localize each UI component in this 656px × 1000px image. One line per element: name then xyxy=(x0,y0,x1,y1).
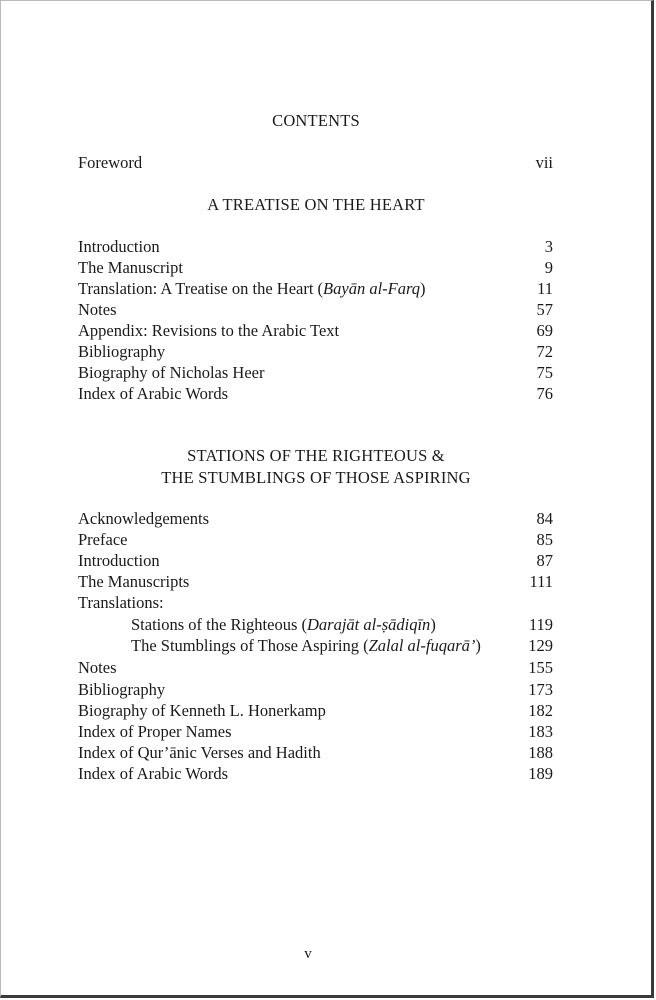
toc-entry-page: 9 xyxy=(544,258,553,277)
toc-entry xyxy=(78,700,553,721)
toc-entry xyxy=(78,763,553,784)
toc-entry-label-suffix: ) xyxy=(430,615,436,634)
toc-entry-page: 84 xyxy=(536,509,553,528)
toc-entry-indented xyxy=(78,635,553,656)
toc-entry xyxy=(78,383,553,404)
page-folio: v xyxy=(304,946,312,962)
toc-entry-page: 119 xyxy=(528,615,553,634)
toc-entry-label-italic: Zalal al-fuqarā’ xyxy=(368,636,476,655)
toc-entry-page: 69 xyxy=(536,321,553,340)
toc-entry-page: 129 xyxy=(528,636,553,655)
toc-entry-label xyxy=(131,635,481,656)
toc-entry xyxy=(78,362,553,383)
toc-entry-label: Acknowledgements xyxy=(78,509,210,528)
toc-entry-indented xyxy=(78,614,553,635)
toc-entry-label: Index of Arabic Words xyxy=(78,384,229,403)
toc-entry xyxy=(78,571,553,592)
toc-entry-label: Bibliography xyxy=(78,342,166,361)
toc-entry-label: The Manuscripts xyxy=(78,572,190,591)
toc-entry-label: Biography of Nicholas Heer xyxy=(78,363,265,382)
toc-entry-page: 57 xyxy=(536,300,553,319)
toc-entry-page: 111 xyxy=(529,572,553,591)
toc-entry-label-text: Translation: A Treatise on the Heart ( xyxy=(78,279,324,298)
toc-entry-page: 87 xyxy=(536,551,553,570)
toc-entry-page: 173 xyxy=(528,680,553,699)
toc-entry xyxy=(78,679,553,700)
toc-entry xyxy=(78,341,553,362)
toc-entry xyxy=(78,320,553,341)
toc-entry-label: The Manuscript xyxy=(78,258,183,277)
toc-entry-page: 76 xyxy=(536,384,553,403)
toc-entry xyxy=(78,550,553,571)
toc-entry-label: Biography of Kenneth L. Honerkamp xyxy=(78,701,326,720)
toc-entry-page: 75 xyxy=(536,363,553,382)
toc-entry-page: 72 xyxy=(536,342,553,361)
toc-entry-label: Notes xyxy=(78,300,117,319)
toc-entry-page: 85 xyxy=(536,530,553,549)
toc-entry xyxy=(78,299,553,320)
toc-entry-label-italic: Bayān al-Farq xyxy=(323,279,421,298)
toc-entry xyxy=(78,278,553,299)
toc-entry-label: Introduction xyxy=(78,551,160,570)
toc-entry xyxy=(78,657,553,678)
toc-entry-label: Bibliography xyxy=(78,680,166,699)
toc-entry-label: Appendix: Revisions to the Arabic Text xyxy=(78,321,340,340)
toc-entry-label-suffix: ) xyxy=(420,279,426,298)
toc-entry-page: 189 xyxy=(528,764,553,783)
toc-entry-foreword xyxy=(78,152,553,173)
toc-entry xyxy=(78,508,553,529)
toc-entry-label xyxy=(131,614,436,635)
toc-entry xyxy=(78,236,553,257)
toc-entry-label: Foreword xyxy=(78,153,143,172)
toc-entry-label: Translations: xyxy=(78,593,164,612)
toc-entry-page: 182 xyxy=(528,701,553,720)
toc-entry-label-text: Stations of the Righteous ( xyxy=(131,615,307,634)
part2-title-line1: STATIONS OF THE RIGHTEOUS & xyxy=(187,446,445,465)
toc-entry-label: Notes xyxy=(78,658,117,677)
toc-entry xyxy=(78,592,553,613)
toc-entry-label-suffix: ) xyxy=(475,636,481,655)
toc-entry-page: 3 xyxy=(544,237,553,256)
toc-entry-page: 188 xyxy=(528,743,553,762)
toc-entry-label: Index of Qur’ānic Verses and Hadith xyxy=(78,743,321,762)
toc-entry-label-italic: Darajāt al-ṣādiqīn xyxy=(307,615,431,634)
toc-entry-label: Index of Arabic Words xyxy=(78,764,229,783)
toc-entry xyxy=(78,742,553,763)
toc-entry-page: vii xyxy=(535,153,553,172)
part2-title-line2: THE STUMBLINGS OF THOSE ASPIRING xyxy=(161,468,471,487)
toc-entry xyxy=(78,529,553,550)
toc-entry-label xyxy=(78,278,426,299)
toc-entry-label-text: The Stumblings of Those Aspiring ( xyxy=(131,636,369,655)
toc-entry-page: 155 xyxy=(528,658,553,677)
toc-entry xyxy=(78,257,553,278)
part1-title: A TREATISE ON THE HEART xyxy=(207,195,425,214)
toc-entry-page: 11 xyxy=(537,279,553,298)
toc-entry-label: Preface xyxy=(78,530,128,549)
toc-entry-label: Index of Proper Names xyxy=(78,722,232,741)
toc-entry-label: Introduction xyxy=(78,237,160,256)
contents-title: CONTENTS xyxy=(272,111,360,130)
toc-entry-page: 183 xyxy=(528,722,553,741)
toc-entry xyxy=(78,721,553,742)
